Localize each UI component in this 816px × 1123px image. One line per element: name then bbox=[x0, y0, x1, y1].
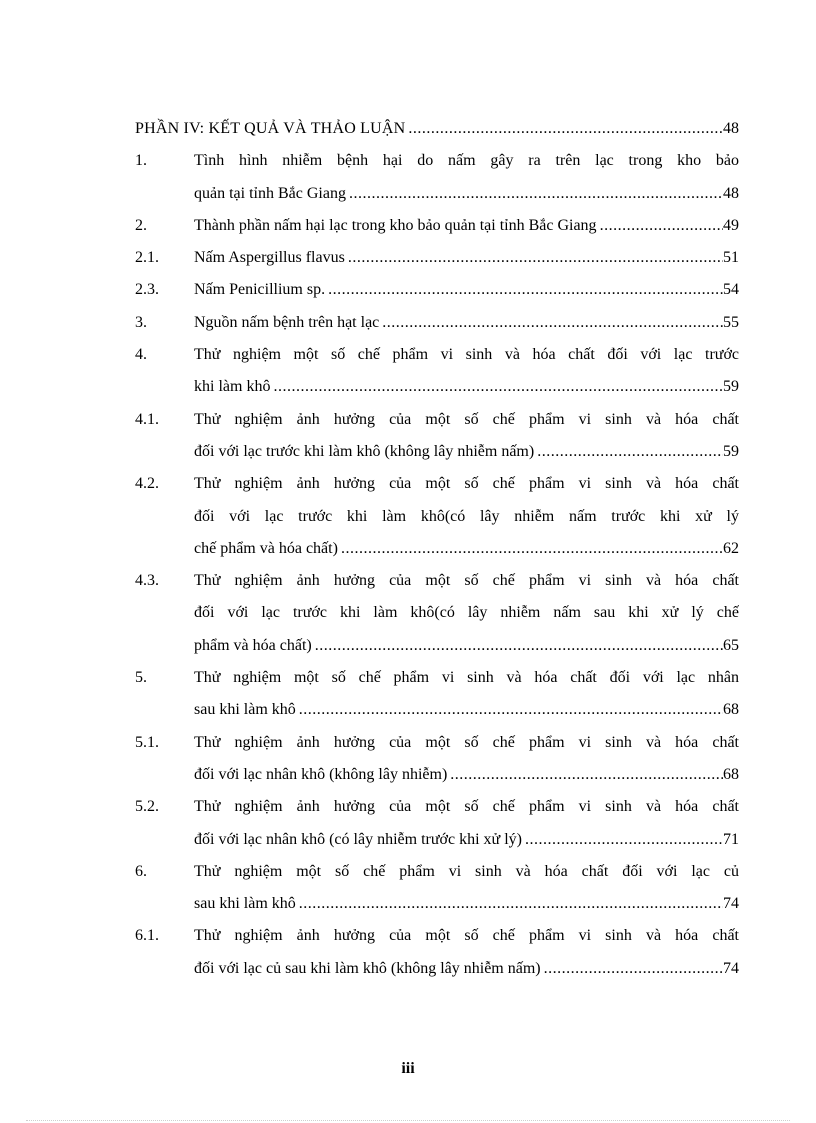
toc-entry-text: Thử nghiệm ảnh hưởng của một số chế phẩm vi sinh và hóa chất bbox=[194, 475, 739, 493]
page-number: iii bbox=[401, 1060, 415, 1077]
toc-page-number: 62 bbox=[723, 539, 739, 557]
toc-heading[interactable] bbox=[135, 113, 739, 145]
toc-entry-number: 4.1. bbox=[135, 410, 159, 428]
toc-leader-dots bbox=[270, 371, 723, 403]
toc-entry-line[interactable] bbox=[135, 791, 739, 823]
toc-entry-text: đối với lạc nhân khô (có lây nhiễm trước khi xử lý) bbox=[194, 830, 522, 848]
toc-entry-text: Nguồn nấm bệnh trên hạt lạc bbox=[194, 313, 380, 331]
toc-entry-text: phẩm và hóa chất) bbox=[194, 636, 312, 654]
toc-leader-dots bbox=[346, 178, 723, 210]
toc-entry-line[interactable] bbox=[135, 759, 739, 791]
toc-entry-line[interactable] bbox=[135, 436, 739, 468]
toc-leader-dots bbox=[541, 953, 723, 985]
toc-leader-dots bbox=[338, 533, 723, 565]
toc-entry-text: đối với lạc củ sau khi làm khô (không lây nhiễm nấm) bbox=[194, 959, 541, 977]
toc-page-number: 71 bbox=[723, 830, 739, 848]
toc-entry-text: Thử nghiệm ảnh hưởng của một số chế phẩm vi sinh và hóa chất bbox=[194, 798, 739, 816]
toc-entry-text: đối với lạc trước khi làm khô(có lây nhiễm nấm sau khi xử lý chế bbox=[194, 604, 739, 622]
toc-page-number: 49 bbox=[723, 216, 739, 234]
toc-leader-dots bbox=[447, 759, 723, 791]
toc-leader-dots bbox=[296, 888, 723, 920]
toc-entry-text: khi làm khô bbox=[194, 378, 271, 396]
table-of-contents bbox=[135, 113, 739, 985]
toc-entry-line[interactable] bbox=[135, 501, 739, 533]
toc-entry-text: đối với lạc trước khi làm khô (không lây nhiễm nấm) bbox=[194, 442, 535, 460]
toc-page-number: 55 bbox=[723, 313, 739, 331]
toc-entry-text: sau khi làm khô bbox=[194, 895, 296, 913]
toc-entry-line[interactable] bbox=[135, 920, 739, 952]
toc-entry-line[interactable] bbox=[135, 210, 739, 242]
toc-entry-number: 6. bbox=[135, 862, 147, 880]
toc-entry-text: Thử nghiệm một số chế phẩm vi sinh và hóa chất đối với lạc trước bbox=[194, 346, 739, 364]
toc-entry-number: 2.3. bbox=[135, 281, 159, 299]
toc-entry-text: Nấm Penicillium sp. bbox=[194, 281, 326, 299]
toc-entry-line[interactable] bbox=[135, 597, 739, 629]
toc-entry-line[interactable] bbox=[135, 339, 739, 371]
toc-entry-line[interactable] bbox=[135, 694, 739, 726]
toc-entry-text: quản tại tỉnh Bắc Giang bbox=[194, 184, 346, 202]
toc-entry-line[interactable] bbox=[135, 824, 739, 856]
toc-page-number: 48 bbox=[723, 184, 739, 202]
toc-entry-text: đối với lạc nhân khô (không lây nhiễm) bbox=[194, 765, 448, 783]
toc-entry-text: Thử nghiệm ảnh hưởng của một số chế phẩm vi sinh và hóa chất bbox=[194, 927, 739, 945]
toc-entry-text: Thử nghiệm một số chế phẩm vi sinh và hóa chất đối với lạc củ bbox=[194, 862, 739, 880]
toc-entry-line[interactable] bbox=[135, 953, 739, 985]
toc-entry-number: 4.3. bbox=[135, 572, 159, 590]
toc-entry-line[interactable] bbox=[135, 145, 739, 177]
toc-entry-number: 5. bbox=[135, 669, 147, 687]
toc-leader-dots bbox=[379, 307, 723, 339]
toc-entry-line[interactable] bbox=[135, 727, 739, 759]
toc-entry-line[interactable] bbox=[135, 178, 739, 210]
toc-entry-number: 4. bbox=[135, 346, 147, 364]
toc-entry-line[interactable] bbox=[135, 307, 739, 339]
toc-entry-line[interactable] bbox=[135, 371, 739, 403]
toc-entry-line[interactable] bbox=[135, 662, 739, 694]
toc-entry-line[interactable] bbox=[135, 242, 739, 274]
toc-entry-number: 4.2. bbox=[135, 475, 159, 493]
toc-entry-text: Nấm Aspergillus flavus bbox=[194, 249, 345, 267]
footer-divider bbox=[26, 1120, 790, 1121]
toc-page-number: 59 bbox=[723, 442, 739, 460]
toc-entry-number: 6.1. bbox=[135, 927, 159, 945]
toc-page-number: 48 bbox=[723, 120, 739, 137]
toc-entry-text: sau khi làm khô bbox=[194, 701, 296, 719]
toc-leader-dots bbox=[522, 824, 723, 856]
toc-page-number: 54 bbox=[723, 281, 739, 299]
toc-entry-text: Thành phần nấm hại lạc trong kho bảo quản tại tỉnh Bắc Giang bbox=[194, 216, 597, 234]
toc-entry-text: chế phẩm và hóa chất) bbox=[194, 539, 338, 557]
toc-entry-number: 2. bbox=[135, 216, 147, 234]
toc-entry-number: 1. bbox=[135, 152, 147, 170]
toc-entry-line[interactable] bbox=[135, 888, 739, 920]
toc-page-number: 74 bbox=[723, 895, 739, 913]
toc-entry-text: Thử nghiệm một số chế phẩm vi sinh và hóa chất đối với lạc nhân bbox=[194, 669, 739, 687]
toc-entry-line[interactable] bbox=[135, 404, 739, 436]
toc-entry-text: Tình hình nhiễm bệnh hại do nấm gây ra trên lạc trong kho bảo bbox=[194, 152, 739, 170]
toc-entry-number: 5.1. bbox=[135, 733, 159, 751]
toc-entry-number: 2.1. bbox=[135, 249, 159, 267]
toc-entry-line[interactable] bbox=[135, 274, 739, 306]
toc-entry-text: Thử nghiệm ảnh hưởng của một số chế phẩm vi sinh và hóa chất bbox=[194, 572, 739, 590]
toc-page-number: 65 bbox=[723, 636, 739, 654]
toc-page-number: 74 bbox=[723, 959, 739, 977]
toc-leader-dots bbox=[296, 694, 723, 726]
toc-leader-dots bbox=[405, 113, 723, 145]
toc-leader-dots bbox=[325, 274, 723, 306]
toc-entry-number: 3. bbox=[135, 313, 147, 331]
toc-entry-line[interactable] bbox=[135, 630, 739, 662]
toc-entry-line[interactable] bbox=[135, 468, 739, 500]
toc-leader-dots bbox=[312, 630, 723, 662]
toc-heading-text: PHẦN IV: KẾT QUẢ VÀ THẢO LUẬN bbox=[135, 120, 406, 137]
toc-leader-dots bbox=[345, 242, 723, 274]
toc-leader-dots bbox=[597, 210, 723, 242]
toc-page-number: 59 bbox=[723, 378, 739, 396]
toc-entry-line[interactable] bbox=[135, 856, 739, 888]
toc-entry-text: đối với lạc trước khi làm khô(có lây nhiễm nấm trước khi xử lý bbox=[194, 507, 739, 525]
toc-page-number: 68 bbox=[723, 765, 739, 783]
toc-entry-text: Thử nghiệm ảnh hưởng của một số chế phẩm vi sinh và hóa chất bbox=[194, 733, 739, 751]
toc-entry-text: Thử nghiệm ảnh hưởng của một số chế phẩm vi sinh và hóa chất bbox=[194, 410, 739, 428]
toc-page-number: 68 bbox=[723, 701, 739, 719]
toc-entry-line[interactable] bbox=[135, 565, 739, 597]
toc-page-number: 51 bbox=[723, 249, 739, 267]
toc-entry-number: 5.2. bbox=[135, 798, 159, 816]
toc-leader-dots bbox=[534, 436, 723, 468]
toc-entry-line[interactable] bbox=[135, 533, 739, 565]
